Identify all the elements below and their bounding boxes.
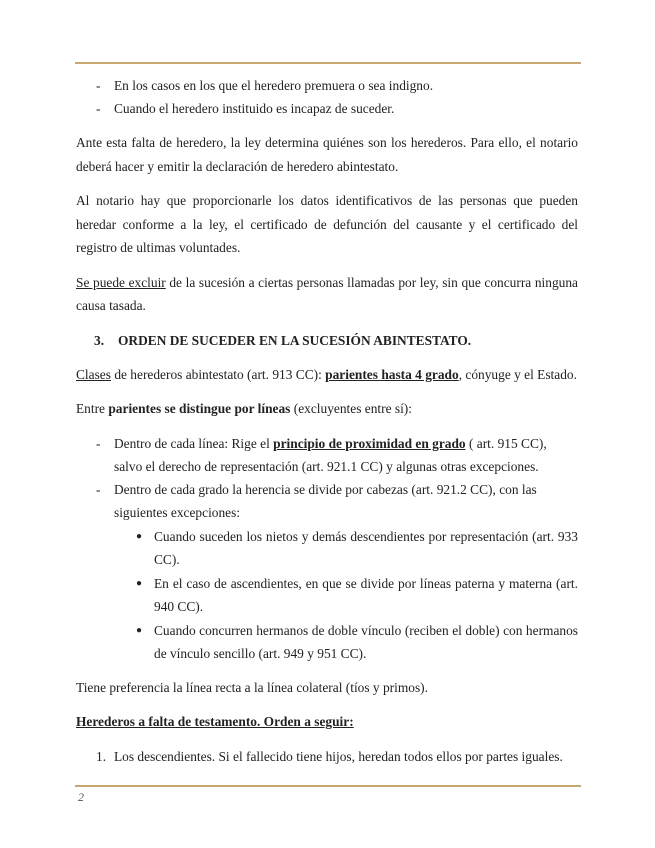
- dash-marker: -: [96, 101, 101, 116]
- bullet-item: [76, 525, 578, 571]
- bold-underlined-text: parientes hasta 4 grado: [325, 366, 459, 382]
- paragraph-lineas: [76, 397, 578, 421]
- list-item: [76, 432, 578, 478]
- bold-underlined-text: principio de proximidad en grado: [273, 435, 466, 451]
- dash-marker: -: [96, 481, 101, 497]
- section-heading: [76, 329, 578, 352]
- bullet-text: En el caso de ascendientes, en que se divide por líneas paterna y materna (art. 940 CC).: [154, 575, 578, 614]
- paragraph-clases: [76, 363, 578, 387]
- dash-marker: -: [96, 435, 101, 451]
- document-body: [76, 74, 578, 768]
- list-item: [76, 478, 578, 524]
- paragraph-notario: Al notario hay que proporcionarle los datos identificativos de las personas que pueden heredar conforme a la ley, el certificado de defunción del causante y el certificado del registro de ultimas voluntades.: [76, 193, 578, 255]
- header-rule: [75, 62, 581, 64]
- page-number: 2: [78, 790, 84, 804]
- list-item: [76, 74, 578, 97]
- numbered-item-text: Los descendientes. Si el fallecido tiene hijos, heredan todos ellos por partes iguales.: [114, 748, 563, 764]
- list-item-text-rest: ( art. 915 CC), salvo el derecho de representación (art. 921.1 CC) y algunas otras excepciones.: [114, 435, 547, 474]
- bold-text: parientes se distingue por líneas: [108, 401, 291, 416]
- list-item-text-start: Dentro de cada línea: Rige el: [114, 435, 274, 451]
- list-item: [76, 97, 578, 120]
- bullet-marker: ●: [136, 624, 143, 636]
- bullet-marker: ●: [136, 577, 143, 589]
- footer-rule: [75, 785, 581, 787]
- underlined-text: Se puede excluir: [76, 274, 166, 290]
- bullet-list: [76, 525, 578, 665]
- underlined-text: Clases: [76, 366, 111, 382]
- section-number: 3.: [94, 332, 105, 348]
- numbered-item: [76, 745, 578, 768]
- dash-marker: -: [96, 78, 101, 93]
- list-item-text: Dentro de cada grado la herencia se divide por cabezas (art. 921.2 CC), con las siguientes excepciones:: [114, 481, 537, 520]
- paragraph-preferencia: Tiene preferencia la línea recta a la línea colateral (tíos y primos).: [76, 679, 428, 695]
- paragraph-excluir: [76, 271, 578, 318]
- section-title: ORDEN DE SUCEDER EN LA SUCESIÓN ABINTESTATO.: [118, 332, 472, 348]
- bullet-text: Cuando concurren hermanos de doble vínculo (reciben el doble) con hermanos de vínculo sencillo (art. 949 y 951 CC).: [154, 622, 578, 661]
- subheading-text: Herederos a falta de testamento. Orden a seguir:: [76, 714, 354, 729]
- paragraph-falta-heredero: Ante esta falta de heredero, la ley determina quiénes son los herederos. Para ello, el notario deberá hacer y emitir la declaración de heredero abintestato.: [76, 135, 578, 174]
- paragraph-text: (excluyentes entre sí):: [290, 401, 412, 416]
- paragraph-text: de la sucesión a ciertas personas llamadas por ley, sin que concurra ninguna causa tasada.: [76, 274, 578, 313]
- bullet-item: [76, 572, 578, 618]
- bullet-text: Cuando suceden los nietos y demás descendientes por representación (art. 933 CC).: [154, 528, 578, 567]
- paragraph-text: , cónyuge y el Estado.: [458, 366, 577, 382]
- bullet-marker: ●: [136, 530, 143, 542]
- list-item-text: [114, 432, 578, 478]
- number-marker: 1.: [96, 748, 107, 764]
- paragraph-text: de herederos abintestato (art. 913 CC):: [110, 366, 326, 382]
- paragraph-text: Entre: [76, 401, 109, 416]
- list-item-text: Cuando el heredero instituido es incapaz de suceder.: [114, 101, 395, 116]
- list-item-text: En los casos en los que el heredero premuera o sea indigno.: [114, 78, 434, 93]
- bullet-item: [76, 619, 578, 665]
- subheading: [76, 710, 578, 734]
